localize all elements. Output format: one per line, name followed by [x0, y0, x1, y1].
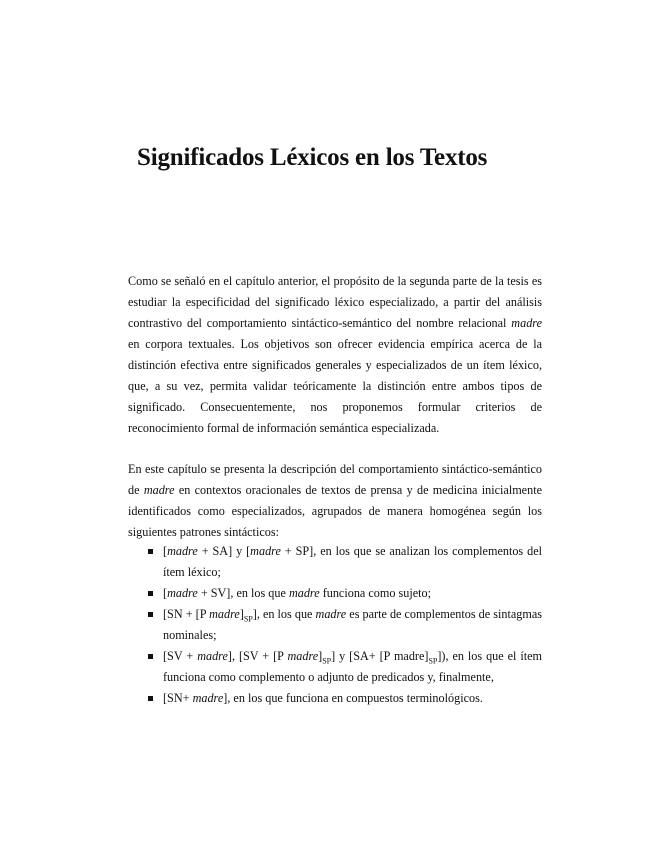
text-run: Como se señaló en el capítulo anterior, el propósito de la segunda parte de la tesis es estudiar la especificidad del significado léxico especializado, a partir del análisis contrastivo del comportamiento sintáctico-semántico del nombre relacional	[128, 274, 542, 330]
italic-term: madre	[167, 544, 198, 558]
italic-term: madre	[287, 649, 319, 663]
italic-term: madre	[250, 544, 281, 558]
list-item	[128, 646, 542, 688]
text-run: ]	[239, 607, 244, 621]
text-run: ]), en los que el ítem funciona como complemento o adjunto de predicados y, finalmente,	[163, 649, 543, 684]
text-run: [SN + [P	[163, 607, 210, 621]
subscript-label: SP	[322, 656, 332, 666]
list-item	[128, 541, 542, 583]
square-bullet-icon	[148, 591, 153, 596]
text-run: ], en los que	[252, 607, 316, 621]
square-bullet-icon	[148, 612, 153, 617]
text-run: En este capítulo se presenta la descripción del comportamiento sintáctico-semántico de	[128, 462, 542, 497]
text-run: ], en los que funciona en compuestos terminológicos.	[223, 691, 483, 705]
text-run: + SV], en los que	[197, 586, 289, 600]
text-run: es parte de complementos de sintagmas nominales;	[163, 607, 542, 642]
text-run: ] y [SA+ [P madre]	[331, 649, 429, 663]
text-run: funciona como sujeto;	[319, 586, 431, 600]
chapter-overview-paragraph	[128, 459, 542, 543]
subscript-label: SP	[243, 614, 253, 624]
list-item	[128, 583, 542, 604]
text-run: ]	[318, 649, 323, 663]
italic-term: madre	[288, 586, 320, 600]
chapter-title: Significados Léxicos en los Textos	[137, 144, 488, 171]
italic-term: madre	[315, 607, 347, 621]
list-item	[128, 688, 542, 709]
text-run: ], [SV + [P	[227, 649, 288, 663]
text-run: [SV +	[163, 649, 198, 663]
text-run: [	[163, 586, 168, 600]
italic-term: madre	[197, 649, 228, 663]
square-bullet-icon	[148, 696, 153, 701]
list-item	[128, 604, 542, 646]
square-bullet-icon	[148, 549, 153, 554]
text-run: en contextos oracionales de textos de prensa y de medicina inicialmente identificados como especializados, agrupados de manera homogénea según los siguientes patrones sintácticos:	[128, 483, 542, 539]
text-run: [	[163, 544, 168, 558]
text-run: en corpora textuales. Los objetivos son ofrecer evidencia empírica acerca de la distinción efectiva entre significados generales y especializados de un ítem léxico, que, a su vez, permita validar teóricamente la distinción entre ambos tipos de significado. Consecuentemente, nos proponemos formular criterios de reconocimiento formal de información semántica especializada.	[128, 337, 542, 435]
text-run: [SN+	[163, 691, 193, 705]
text-run: + SP], en los que se analizan los complementos del ítem léxico;	[163, 544, 542, 579]
italic-term: madre	[143, 483, 175, 497]
italic-term: madre	[192, 691, 224, 705]
square-bullet-icon	[148, 654, 153, 659]
italic-term: madre	[511, 316, 542, 330]
italic-term: madre	[209, 607, 240, 621]
italic-term: madre	[167, 586, 198, 600]
intro-paragraph	[128, 271, 542, 439]
syntactic-patterns-list	[128, 541, 542, 709]
subscript-label: SP	[428, 656, 438, 666]
text-run: + SA] y [	[197, 544, 251, 558]
